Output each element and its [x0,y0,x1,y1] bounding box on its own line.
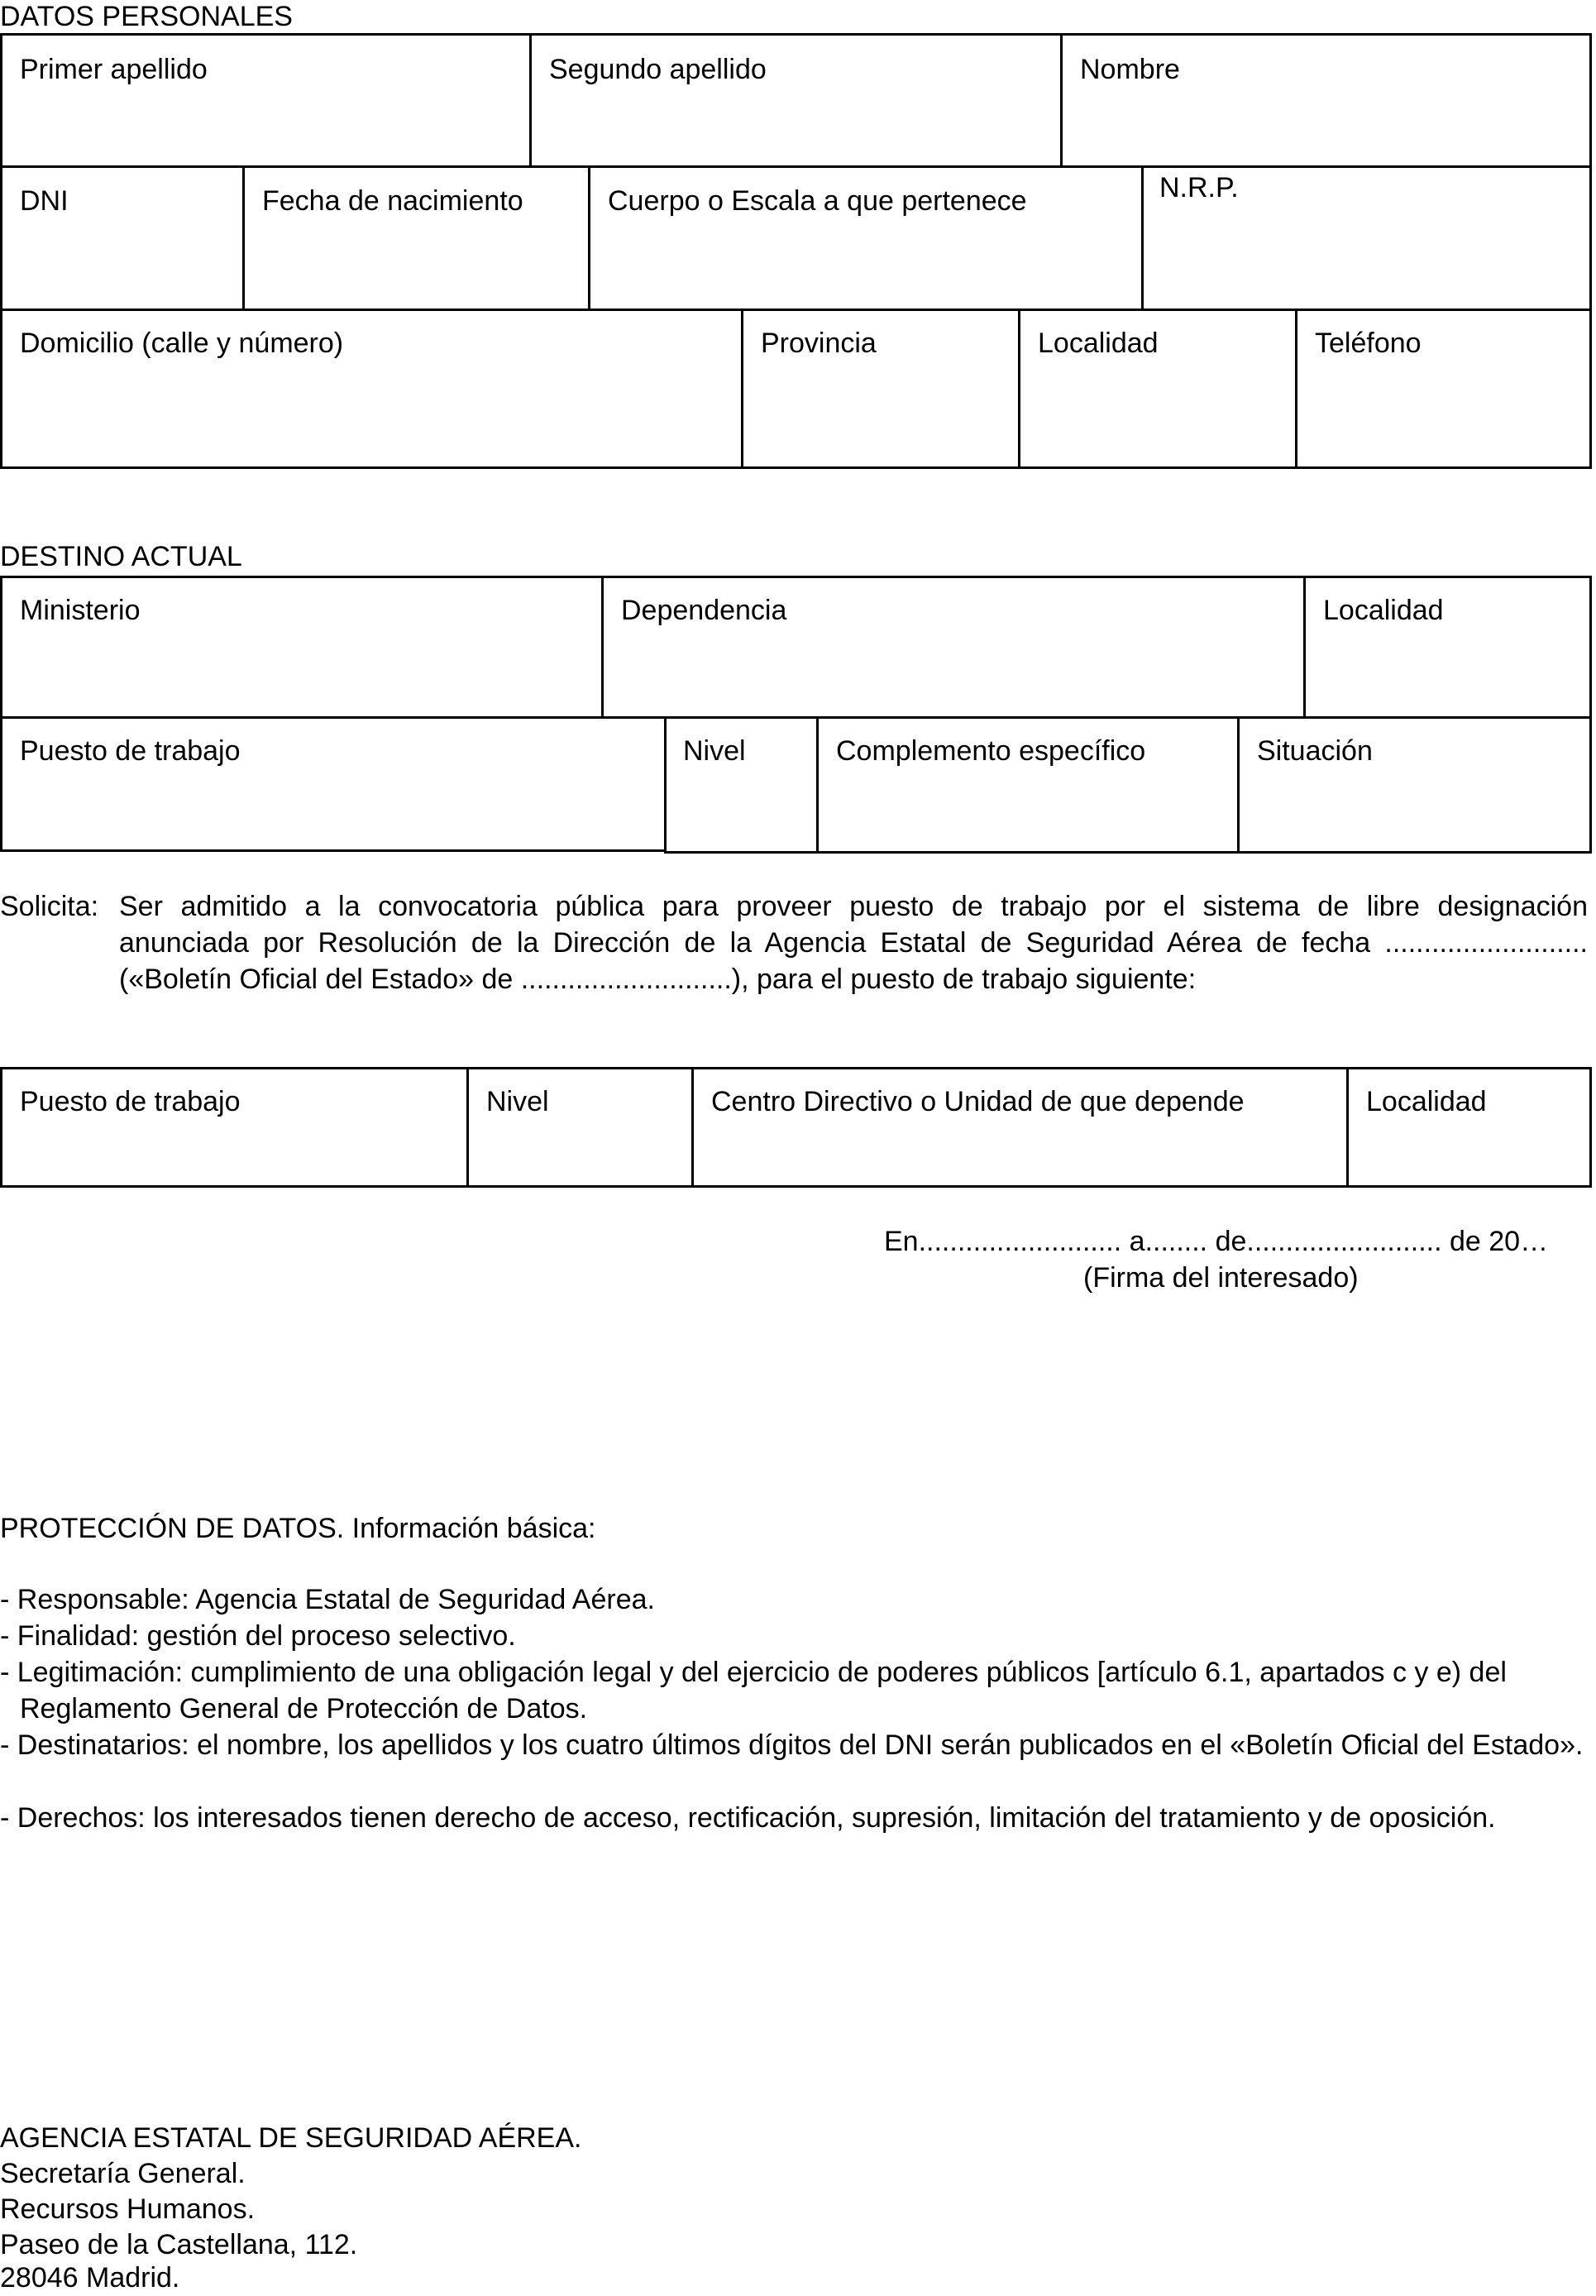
divider [1303,576,1306,719]
field-puesto-trabajo-solicitado[interactable]: Puesto de trabajo [20,1086,241,1117]
field-ministerio[interactable]: Ministerio [20,595,141,626]
list-item: - Legitimación: cumplimiento de una obligación legal y del ejercicio de poderes públicos [artículo 6.1, apartados c y e) del Reglamento General de Protección de Datos. [0,1657,1507,1724]
divider [1141,165,1144,311]
list-item: - Finalidad: gestión del proceso selectivo. [0,1620,516,1652]
field-localidad-solicitado[interactable]: Localidad [1366,1086,1487,1117]
proteccion-datos-heading: PROTECCIÓN DE DATOS. Información básica: [0,1513,596,1544]
datos-row-1 [0,33,1592,168]
section-heading-datos-personales: DATOS PERSONALES [0,1,293,32]
solicita-line-2: anunciada por Resolución de la Dirección de la Agencia Estatal de Seguridad Aérea de fecha .......................... [119,927,1588,959]
divider [0,849,667,852]
section-heading-destino-actual: DESTINO ACTUAL [0,541,242,572]
list-item: - Destinatarios: el nombre, los apellidos y los cuatro últimos dígitos del DNI serán publicados en el «Boletín Oficial del Estado». [0,1729,1584,1761]
divider [242,165,245,311]
list-item: - Responsable: Agencia Estatal de Seguridad Aérea. [0,1584,655,1615]
divider [816,716,819,854]
field-fecha-nacimiento[interactable]: Fecha de nacimiento [262,185,523,217]
field-segundo-apellido[interactable]: Segundo apellido [549,54,767,85]
divider [1589,716,1592,854]
field-nrp[interactable]: N.R.P. [1159,172,1239,203]
divider [1346,1067,1349,1188]
divider [1018,309,1020,469]
field-nombre[interactable]: Nombre [1080,54,1180,85]
address-line: Paseo de la Castellana, 112. [0,2229,358,2260]
divider [466,1067,469,1188]
divider [0,716,1592,719]
divider [0,716,2,852]
list-item: - Derechos: los interesados tienen derecho de acceso, rectificación, supresión, limitación del tratamiento y de oposición. [0,1802,1496,1834]
field-nivel-solicitado[interactable]: Nivel [486,1086,549,1117]
fecha-firma-line[interactable]: En.......................... a........ de......................... de 20… [884,1226,1549,1257]
address-line: Recursos Humanos. [0,2193,256,2225]
firma-interesado-label: (Firma del interesado) [1083,1262,1359,1294]
divider [588,165,590,311]
field-telefono[interactable]: Teléfono [1315,328,1422,359]
solicita-label: Solicita: [0,891,99,922]
field-localidad[interactable]: Localidad [1038,328,1159,359]
solicita-line-1: Ser admitido a la convocatoria pública para proveer puesto de trabajo por el sistema de libre designación [119,891,1588,922]
divider [1060,33,1063,168]
address-line: Secretaría General. [0,2158,246,2189]
field-dependencia[interactable]: Dependencia [621,595,787,626]
field-localidad-destino[interactable]: Localidad [1323,595,1444,626]
field-provincia[interactable]: Provincia [761,328,877,359]
field-primer-apellido[interactable]: Primer apellido [20,54,208,85]
field-dni[interactable]: DNI [20,185,69,217]
divider [1237,716,1240,854]
divider [601,576,604,719]
divider [664,716,667,852]
field-complemento-especifico[interactable]: Complemento específico [836,735,1146,767]
divider [529,33,532,168]
field-centro-directivo[interactable]: Centro Directivo o Unidad de que depende [711,1086,1245,1117]
solicita-line-3: («Boletín Oficial del Estado» de ...........................), para el puesto de trabajo siguiente: [119,964,1197,995]
field-situacion[interactable]: Situación [1257,735,1373,767]
divider [741,309,743,469]
divider [1295,309,1297,469]
divider [664,851,1592,854]
address-line: 28046 Madrid. [0,2262,180,2294]
field-domicilio[interactable]: Domicilio (calle y número) [20,328,344,359]
field-puesto-trabajo-actual[interactable]: Puesto de trabajo [20,735,241,767]
field-nivel-actual[interactable]: Nivel [683,735,746,767]
address-line: AGENCIA ESTATAL DE SEGURIDAD AÉREA. [0,2122,582,2154]
field-cuerpo-escala[interactable]: Cuerpo o Escala a que pertenece [608,185,1027,217]
divider [691,1067,694,1188]
